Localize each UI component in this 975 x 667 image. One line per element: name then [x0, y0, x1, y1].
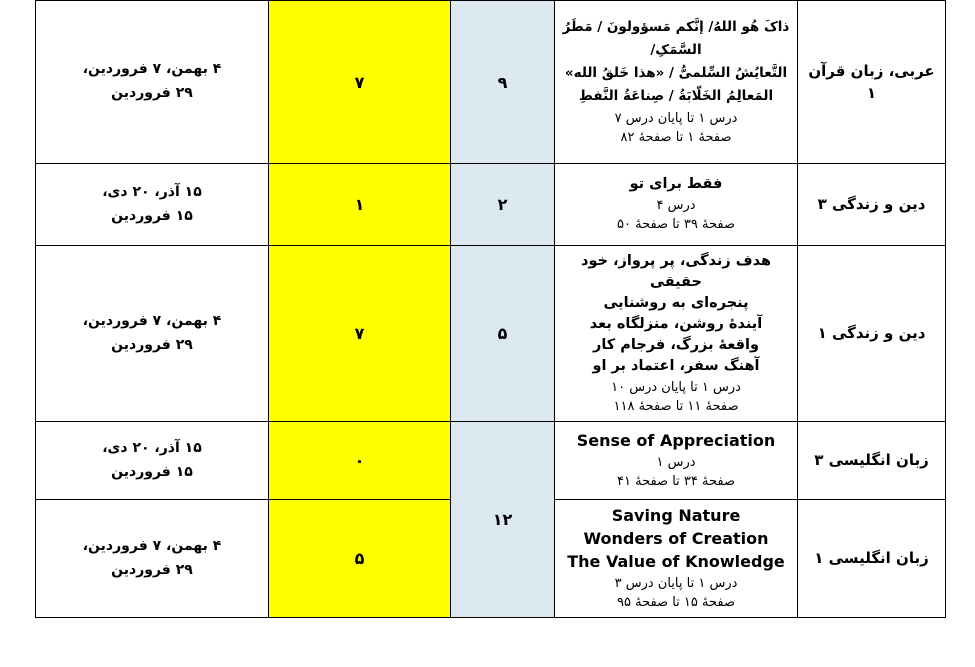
table-row — [36, 422, 946, 500]
table-row — [36, 164, 946, 246]
content-cell — [555, 500, 798, 618]
content-pages: صفحۀ ۱۱ تا صفحۀ ۱۱۸ — [613, 398, 739, 414]
date-line: ۱۵ فروردین — [111, 463, 193, 480]
question-count-cell: ۵ — [451, 246, 555, 422]
content-title-line: Wonders of Creation — [583, 529, 769, 549]
content-pages: صفحۀ ۱ تا صفحۀ ۸۲ — [620, 129, 732, 145]
content-cell — [555, 164, 798, 246]
dates-cell — [36, 246, 269, 422]
content-lessons: درس ۴ — [656, 198, 696, 214]
subject-cell: دین و زندگی ۳ — [798, 164, 946, 246]
date-line: ۴ بهمن، ۷ فروردین، — [82, 537, 222, 554]
weight-cell: ۵ — [269, 500, 451, 618]
content-title-line: The Value of Knowledge — [567, 552, 785, 572]
subject-cell: دین و زندگی ۱ — [798, 246, 946, 422]
weight-cell: ۷ — [269, 246, 451, 422]
date-line: ۲۹ فروردین — [111, 85, 193, 101]
date-line: ۱۵ آذر، ۲۰ دی، — [102, 183, 202, 200]
content-title-line: هدف زندگی، پر پرواز، خود حقیقی — [581, 252, 771, 290]
content-title-line: Saving Nature — [611, 505, 741, 525]
content-title-line: ذاکَ هُو اللهُ/ إنَّکم مَسؤولونَ / مَطَرُ السَّمَکِ/ — [562, 19, 790, 59]
question-count-cell: ۹ — [451, 1, 555, 164]
content-subinfo — [559, 575, 793, 613]
content-title-line: Sense of Appreciation — [576, 431, 776, 451]
content-title-line: پنجره‌ای به روشنایی — [603, 294, 749, 311]
content-cell — [555, 246, 798, 422]
content-title-line: واقعۀ بزرگ، فرجام کار — [592, 336, 760, 353]
content-subinfo — [559, 454, 793, 492]
weight-cell: ۰ — [269, 422, 451, 500]
content-lessons: درس ۱ تا پایان درس ۳ — [614, 576, 738, 592]
subject-cell: زبان انگلیسی ۱ — [798, 500, 946, 618]
page-bottom-margin — [0, 645, 975, 667]
date-line: ۴ بهمن، ۷ فروردین، — [82, 61, 222, 78]
content-titles — [559, 429, 793, 452]
content-pages: صفحۀ ۳۴ تا صفحۀ ۴۱ — [617, 474, 735, 490]
date-line: ۲۹ فروردین — [111, 561, 193, 578]
subject-cell: زبان انگلیسی ۳ — [798, 422, 946, 500]
content-title-line: آهنگ سفر، اعتماد بر او — [592, 357, 760, 374]
dates-cell — [36, 422, 269, 500]
exam-schedule-table — [35, 0, 946, 618]
weight-cell: ۱ — [269, 164, 451, 246]
content-cell — [555, 422, 798, 500]
dates-cell — [36, 500, 269, 618]
date-line: ۴ بهمن، ۷ فروردین، — [82, 312, 222, 329]
content-titles — [559, 504, 793, 574]
content-subinfo — [559, 110, 793, 148]
content-titles — [559, 16, 793, 108]
content-subinfo — [559, 379, 793, 417]
question-count-cell: ۲ — [451, 164, 555, 246]
table-row — [36, 1, 946, 164]
date-line: ۱۵ فروردین — [111, 207, 193, 224]
content-title-line: فقط برای تو — [629, 176, 723, 193]
content-lessons: درس ۱ تا پایان درس ۱۰ — [611, 379, 741, 395]
content-cell — [555, 1, 798, 164]
weight-cell: ۷ — [269, 1, 451, 164]
table-row — [36, 246, 946, 422]
content-lessons: درس ۱ — [656, 455, 696, 471]
content-titles — [559, 251, 793, 377]
content-subinfo — [559, 197, 793, 235]
content-title-line: آیندۀ روشن، منزلگاه بعد — [589, 315, 763, 332]
date-line: ۲۹ فروردین — [111, 336, 193, 353]
question-count-cell: ۱۲ — [451, 422, 555, 618]
date-line: ۱۵ آذر، ۲۰ دی، — [102, 439, 202, 456]
dates-cell — [36, 164, 269, 246]
subject-cell: عربی، زبان قرآن ۱ — [798, 1, 946, 164]
content-title-line: التَّعایُشُ السِّلمیُّ / «هذا خَلقُ الله» المَعالِمُ الخَلّابَةُ / صِناعَةُ النَّفطِ — [564, 65, 788, 105]
content-lessons: درس ۱ تا پایان درس ۷ — [614, 111, 738, 127]
dates-cell — [36, 1, 269, 164]
content-pages: صفحۀ ۳۹ تا صفحۀ ۵۰ — [617, 217, 735, 232]
content-pages: صفحۀ ۱۵ تا صفحۀ ۹۵ — [617, 595, 735, 611]
content-titles — [559, 174, 793, 195]
